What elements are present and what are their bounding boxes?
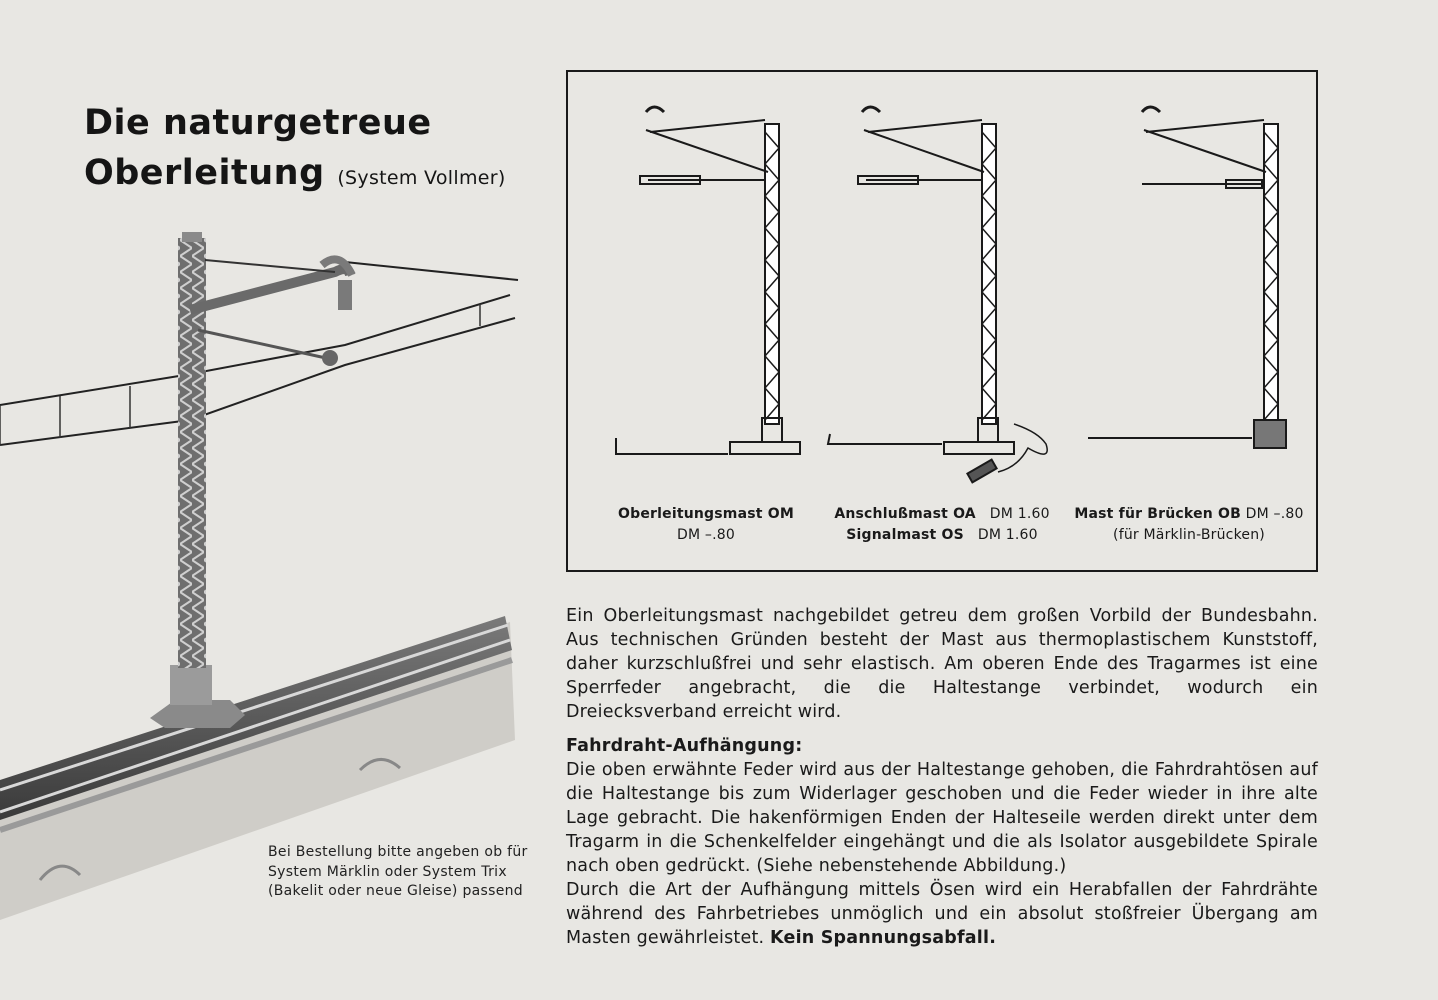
closing-paragraph <box>566 878 1318 950</box>
product-name-os: Signalmast OS <box>846 527 964 543</box>
product-name-om: Oberleitungsmast OM <box>618 506 794 522</box>
product-name-ob: Mast für Brücken OB <box>1074 506 1241 522</box>
intro-paragraph: Ein Oberleitungsmast nachgebildet getreu dem großen Vorbild der Bundesbahn. Aus technischen Gründen besteht der Mast aus thermoplastischem Kunststoff, daher kurzschlußfrei und sehr elastisch. Am oberen Ende des Tragarmes ist eine Sperrfeder angebracht, die die Haltestange verbindet, wodurch ein Dreiecksverband erreicht wird. <box>566 606 1318 722</box>
title-line-1: Die naturgetreue <box>84 103 432 143</box>
closing-text: Durch die Art der Aufhängung mittels Ösen wird ein Herabfallen der Fahrdrähte während des Fahrbetriebes unmöglich und ein absolut stoßfreier Übergang am Masten gewährleistet. <box>566 880 1318 948</box>
description <box>566 604 1318 950</box>
section-paragraph: Die oben erwähnte Feder wird aus der Haltestange gehoben, die Fahrdrahtösen auf die Haltestange bis zum Widerlager geschoben und die Feder wieder in ihre alte Lage gebracht. Die hakenförmigen Enden der Halteseile werden direkt unter dem Tragarm in die Schenkelfelder eingehängt und die als Isolator ausgebildete Spirale nach oben gedrückt. (Siehe nebenstehende Abbildung.) <box>566 760 1318 876</box>
product-panel <box>566 70 1318 572</box>
closing-emphasis: Kein Spannungsabfall. <box>770 928 997 948</box>
title-subtitle: (System Vollmer) <box>337 167 506 189</box>
product-name-oa: Anschlußmast OA <box>834 506 976 522</box>
product-label-om <box>608 504 804 546</box>
mast-track-photo <box>0 220 540 920</box>
product-price-os: DM 1.60 <box>977 527 1038 543</box>
product-label-oa <box>822 504 1062 546</box>
section-heading: Fahrdraht-Aufhängung: <box>566 736 803 756</box>
mast-om-drawing <box>616 107 800 454</box>
title-line-2: Oberleitung <box>84 153 325 193</box>
product-price-om: DM –.80 <box>677 527 735 543</box>
page-title <box>84 98 506 203</box>
product-label-ob <box>1066 504 1312 546</box>
product-price-oa: DM 1.60 <box>989 506 1050 522</box>
product-price-ob: DM –.80 <box>1245 506 1304 522</box>
product-note-ob: (für Märklin-Brücken) <box>1113 527 1265 543</box>
mast-oa-drawing <box>828 107 1047 482</box>
mast-ob-drawing <box>1088 107 1286 448</box>
mast-drawings <box>568 72 1316 570</box>
order-note: Bei Bestellung bitte angeben ob für System Märklin oder System Trix (Bakelit oder neue Gleise) passend <box>268 844 528 899</box>
